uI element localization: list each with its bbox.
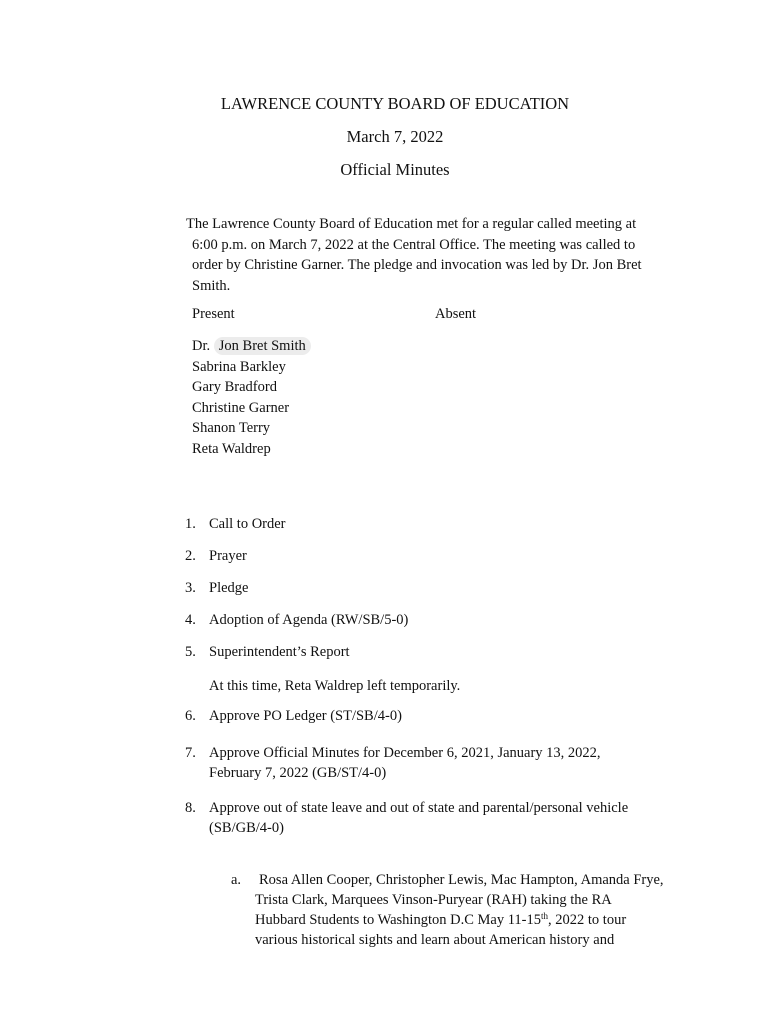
agenda-text: Approve Official Minutes for December 6, 2021, January 13, 2022, [209, 745, 601, 761]
sub-item-text: various historical sights and learn about American history and [255, 932, 615, 948]
agenda-text: Pledge [209, 580, 249, 596]
agenda-text: Superintendent’s Report [209, 644, 350, 660]
agenda-text: Approve out of state leave and out of state and parental/personal vehicle [209, 800, 629, 816]
present-member: Gary Bradford [192, 379, 277, 395]
sub-item-text [255, 910, 626, 931]
agenda-text: Call to Order [209, 516, 286, 532]
agenda-text: February 7, 2022 (GB/ST/4-0) [209, 765, 387, 781]
intro-line: Smith. [192, 277, 231, 294]
agenda-number: 1. [185, 516, 196, 532]
meeting-date: March 7, 2022 [346, 127, 444, 146]
absent-label: Absent [435, 306, 477, 322]
name-prefix: Dr. [192, 338, 211, 354]
org-title: LAWRENCE COUNTY BOARD OF EDUCATION [220, 94, 570, 113]
present-label: Present [192, 306, 235, 322]
agenda-number: 5. [185, 644, 196, 660]
agenda-number: 7. [185, 745, 196, 761]
agenda-number: 2. [185, 548, 196, 564]
sub-item-text-part: Hubbard Students to Washington D.C May 11-15 [255, 912, 541, 928]
present-member [192, 336, 311, 357]
present-member: Christine Garner [192, 399, 290, 416]
highlighted-name: Jon Bret Smith [214, 337, 311, 355]
agenda-number: 6. [185, 708, 196, 724]
intro-paragraph [186, 214, 686, 296]
document-type: Official Minutes [340, 160, 450, 179]
intro-line: The Lawrence County Board of Education met for a regular called meeting at [186, 216, 637, 232]
present-member: Reta Waldrep [192, 440, 271, 457]
intro-line: order by Christine Garner. The pledge and invocation was led by Dr. Jon Bret [192, 257, 642, 273]
intro-line: 6:00 p.m. on March 7, 2022 at the Central Office. The meeting was called to [192, 236, 636, 253]
agenda-text: Approve PO Ledger (ST/SB/4-0) [209, 708, 402, 724]
agenda-number: 4. [185, 612, 196, 628]
sub-item-text-part: , 2022 to tour [548, 912, 627, 928]
present-list [192, 336, 311, 459]
ordinal-suffix: th [541, 911, 549, 921]
sub-item-text: Rosa Allen Cooper, Christopher Lewis, Mac Hampton, Amanda Frye, [259, 872, 664, 888]
agenda-number: 3. [185, 580, 196, 596]
present-member: Sabrina Barkley [192, 358, 286, 375]
agenda-text: Prayer [209, 548, 247, 564]
sub-item-text: Trista Clark, Marquees Vinson-Puryear (RAH) taking the RA [255, 892, 612, 908]
agenda-number: 8. [185, 800, 196, 816]
agenda-text: (SB/GB/4-0) [209, 820, 284, 836]
agenda-text: At this time, Reta Waldrep left temporarily. [209, 678, 461, 694]
present-member: Shanon Terry [192, 420, 271, 436]
sub-item-letter: a. [231, 872, 242, 888]
agenda-text: Adoption of Agenda (RW/SB/5-0) [209, 612, 409, 628]
